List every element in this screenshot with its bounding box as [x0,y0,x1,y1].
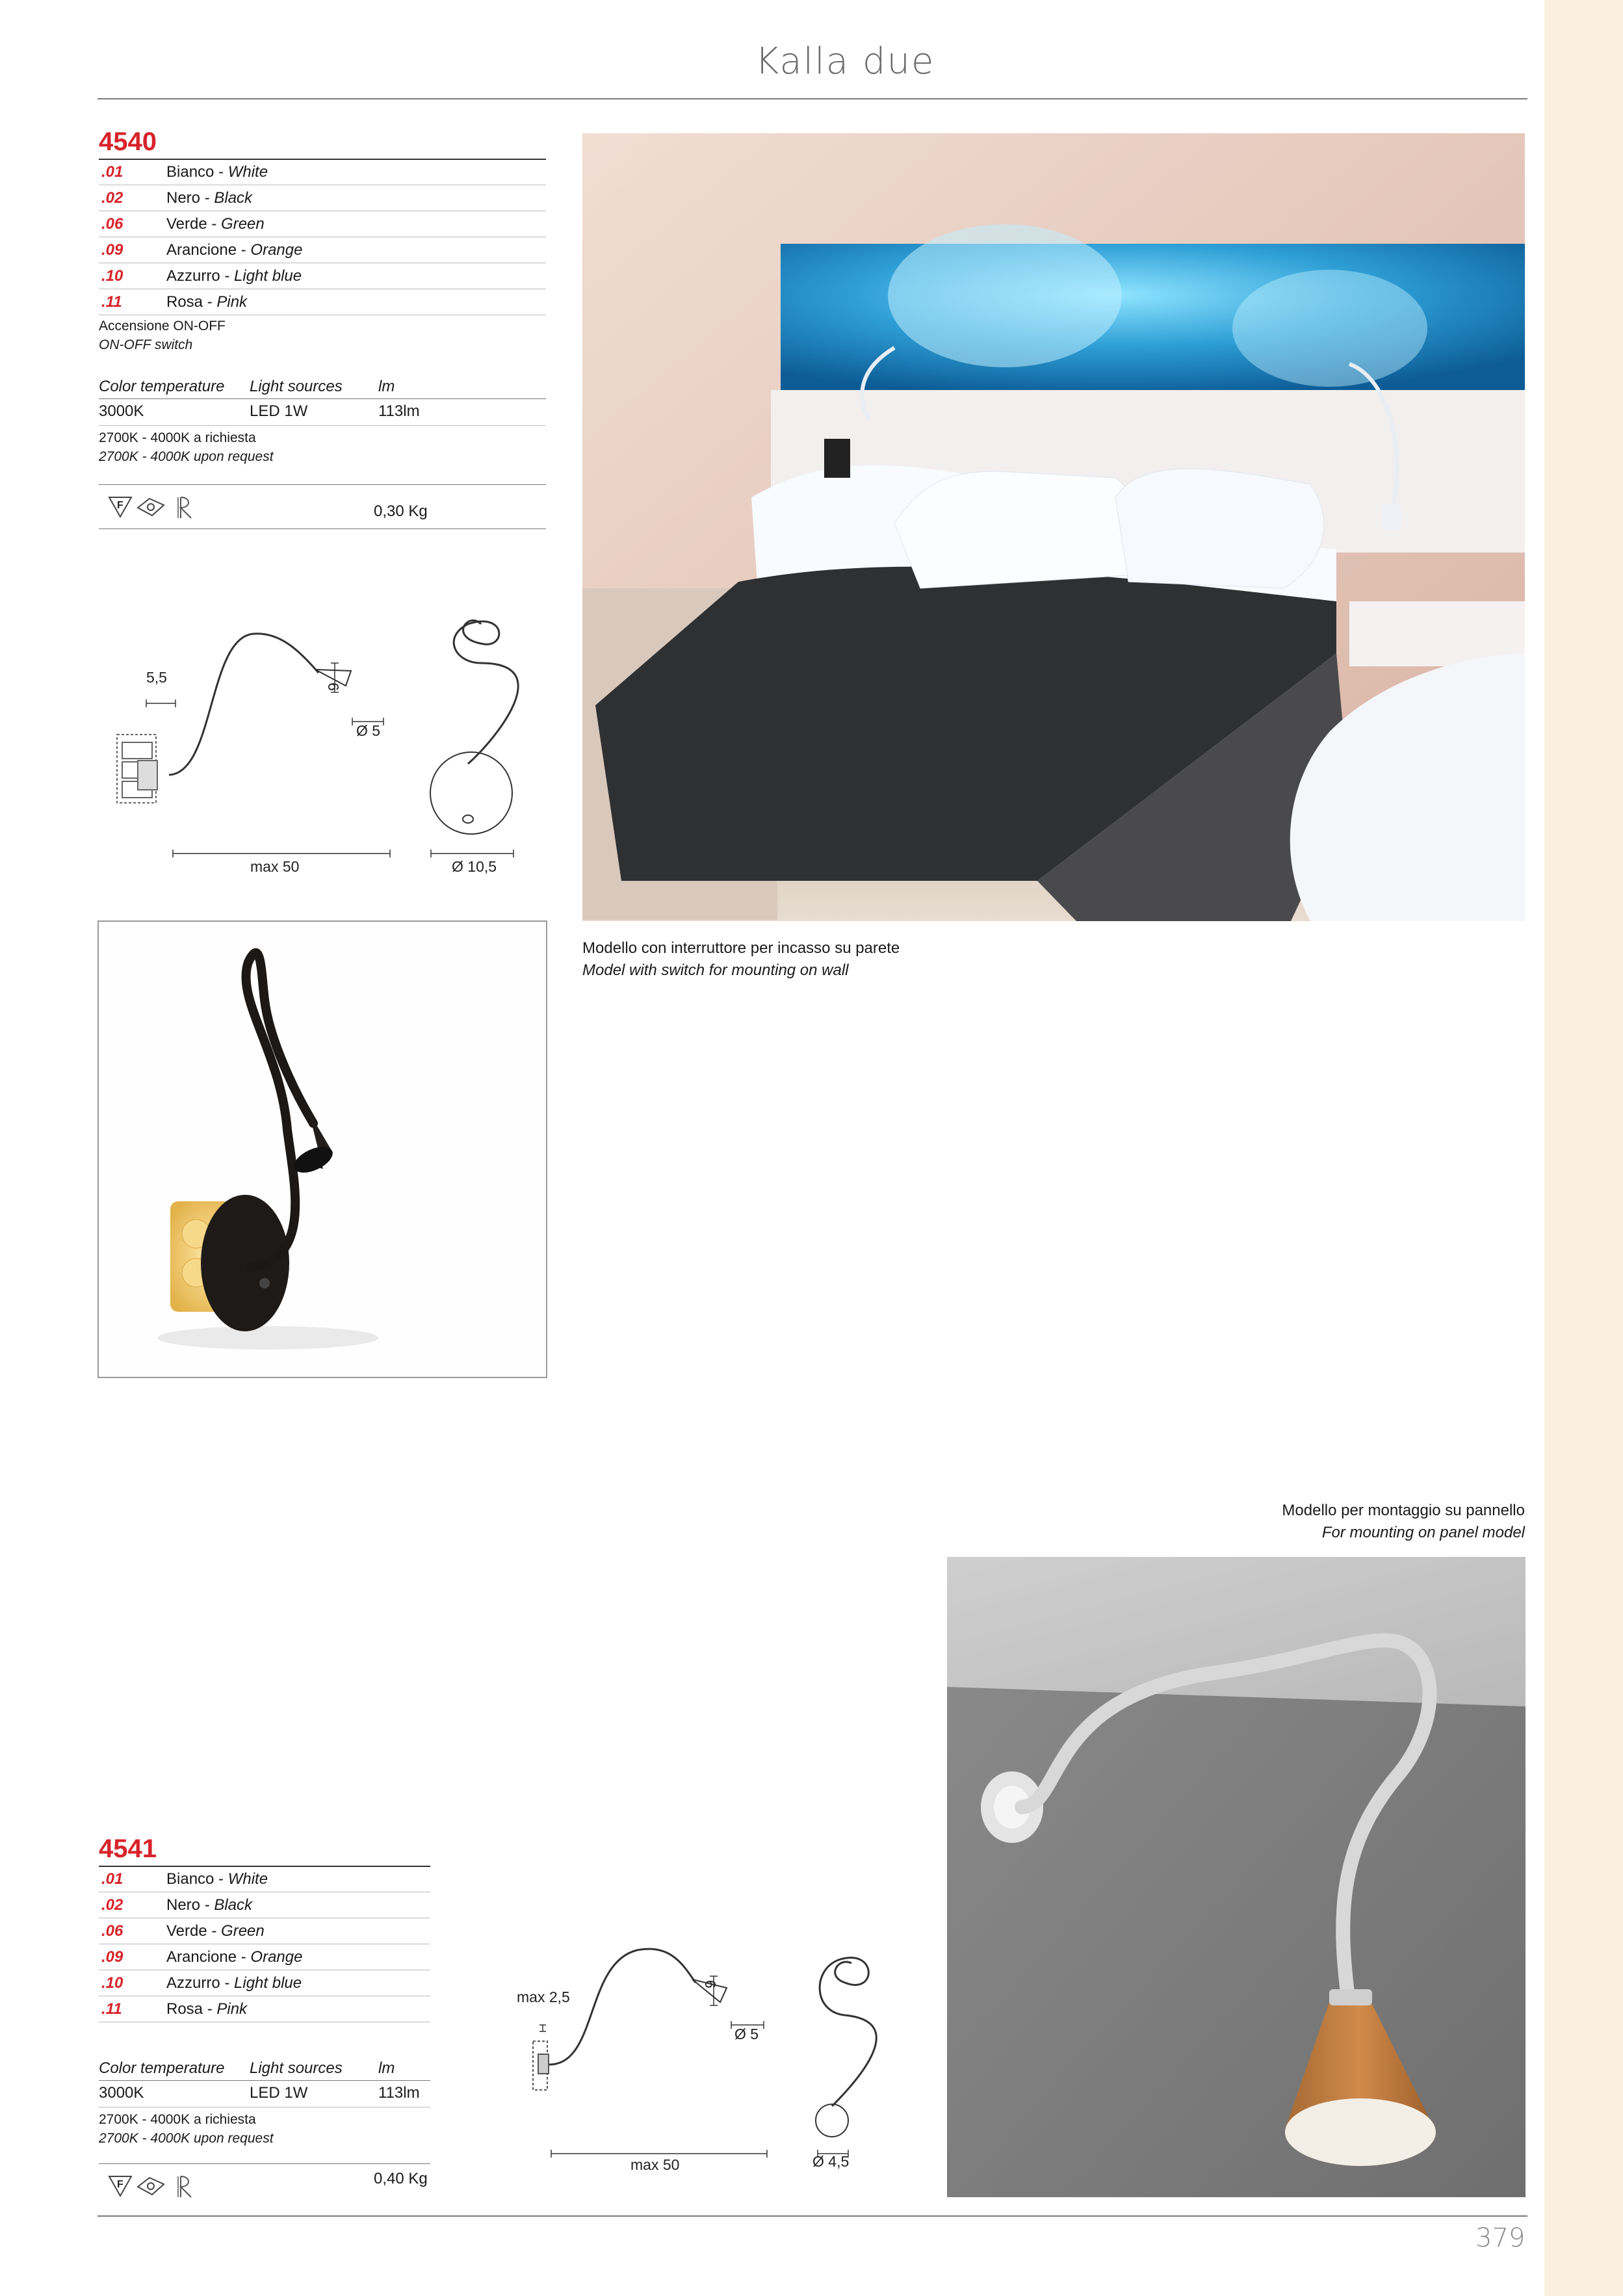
color-code: .10 [101,267,123,285]
weight: 0,40 Kg [374,2170,428,2187]
dimension-lines [146,663,513,857]
color-name-en: Green [221,215,265,233]
color-code: .01 [101,163,123,181]
pillow-left [894,471,1139,588]
panel-mount-drawing [533,2041,549,2090]
panel-ceiling [947,1557,1526,1706]
cert-rule [99,2163,430,2164]
cell-temperature: 3000K [99,402,144,420]
wall-box-drawing [117,735,157,803]
caption-wall-en: Model with switch for mounting on wall [582,961,849,979]
certification-icons [104,491,208,523]
dim-length: max 50 [250,858,300,875]
color-row [99,212,546,237]
color-row [99,186,546,211]
header-rule [97,98,1527,99]
cert-rule [99,484,546,485]
color-name-it: Azzurro [166,1974,220,1992]
pillow-right [1115,469,1324,588]
color-name-it: Arancione [166,1948,237,1966]
separator: - [220,1974,235,1992]
caption-panel-en: For mounting on panel model [1321,1524,1525,1541]
color-code: .11 [101,2000,122,2018]
color-row [99,264,546,289]
technical-drawing-4540 [104,598,546,884]
dim-length: max 50 [630,2156,680,2173]
color-row [99,1997,430,2022]
separator: - [203,2000,217,2018]
color-name-en: Black [214,189,253,207]
side-band [1544,0,1623,2296]
cell-source: LED 1W [250,402,308,420]
product-code-4540: 4540 [99,127,157,156]
separator: - [203,293,217,311]
color-row [99,1893,430,1918]
front-view-drawing [430,620,518,834]
color-name-it: Rosa [166,293,203,311]
color-code: .02 [101,189,123,207]
request-note-en: 2700K - 4000K upon request [99,2131,274,2146]
color-name-it: Arancione [166,241,237,259]
color-code: .09 [101,241,123,259]
separator: - [237,241,251,259]
front-view-drawing [816,1958,876,2137]
color-name-en: Pink [216,2000,248,2018]
color-code: .09 [101,1948,123,1966]
separator: - [207,215,222,233]
caption-wall-it: Modello con interruttore per incasso su parete [582,939,900,957]
color-name-en: White [227,1870,268,1888]
separator: - [214,163,228,181]
separator: - [207,1922,222,1940]
dim-depth: max 2,5 [517,1989,570,2005]
separator: - [237,1948,251,1966]
request-note-it: 2700K - 4000K a richiesta [99,2112,256,2127]
spec-table [99,375,546,427]
footer-rule [97,2215,1527,2217]
bedroom-photo [582,133,1525,921]
product-photo-black [97,920,547,1378]
color-name-en: Green [221,1922,265,1940]
dim-plate: Ø 4,5 [812,2153,850,2170]
cell-temperature: 3000K [99,2084,144,2102]
dim-depth: 5,5 [146,669,167,686]
col-lm: lm [378,378,395,395]
color-name-it: Nero [166,1896,201,1914]
page-title: Kalla due [755,40,935,83]
color-name-it: Azzurro [166,267,220,285]
separator: - [214,1870,228,1888]
panel-lamp-photo [947,1557,1526,2197]
color-name-it: Bianco [166,163,214,181]
color-name-it: Bianco [166,1870,214,1888]
lamp-diffuser [1285,2098,1436,2166]
dim-cone: Ø 5 [734,2026,759,2042]
table-rule [99,2080,430,2081]
dimension-lines [539,1976,848,2158]
light-glow-left [888,224,1122,367]
color-code: .06 [101,1922,123,1940]
color-name-en: Black [214,1896,253,1914]
col-light-sources: Light sources [250,378,343,395]
f-mark-icon [109,2176,131,2196]
f-mark-icon [109,497,131,517]
color-row [99,238,546,263]
led-r-icon [178,2176,191,2197]
switch-text-it: Accensione ON-OFF [99,319,226,333]
install-box-icon [138,499,164,515]
separator: - [200,189,214,207]
color-name-en: Light blue [234,267,302,285]
color-code: .11 [101,293,122,311]
spec-table [99,2057,430,2109]
certification-icons [104,2170,208,2202]
shadow [157,1326,378,1350]
color-name-en: White [227,163,268,181]
color-name-it: Verde [166,1922,207,1940]
color-code: .02 [101,1896,123,1914]
cell-lumen: 113lm [378,2084,420,2102]
cell-lumen: 113lm [378,402,420,420]
table-rule [99,398,546,399]
f-mark-label: F [117,2179,123,2190]
color-name-en: Orange [250,241,303,259]
dim-height: 6 [702,1980,719,1989]
color-row [99,1945,430,1970]
table-rule [99,425,546,426]
switch-knob [259,1278,270,1288]
flexible-arm-drawing [169,634,318,775]
product-code-4541: 4541 [99,1834,157,1863]
cell-source: LED 1W [250,2084,308,2102]
col-lm: lm [378,2059,395,2077]
color-name-it: Rosa [166,2000,203,2018]
light-glow-right [1232,270,1427,387]
page-number: 379 [1475,2223,1526,2253]
color-code: .01 [101,1870,123,1888]
color-row [99,160,546,185]
color-code: .06 [101,215,123,233]
col-color-temperature: Color temperature [99,2059,225,2077]
color-row [99,1867,430,1892]
color-list [99,160,546,316]
color-row [99,290,546,315]
color-name-en: Pink [216,293,248,311]
dim-cone: Ø 5 [356,722,381,739]
weight: 0,30 Kg [374,502,428,520]
color-list [99,1867,430,2023]
caption-panel-it: Modello per montaggio su pannello [1282,1502,1525,1519]
col-color-temperature: Color temperature [99,378,225,395]
f-mark-label: F [117,500,123,511]
technical-drawing-4541 [507,1918,923,2178]
cert-rule [99,528,546,529]
switch-text-en: ON-OFF switch [99,337,193,352]
led-r-icon [178,497,191,518]
color-name-en: Light blue [234,1974,302,1992]
color-name-it: Nero [166,189,201,207]
dim-plate: Ø 10,5 [452,858,497,875]
install-box-icon [138,2178,164,2195]
flexible-arm-drawing [549,1949,695,2065]
color-name-en: Orange [250,1948,303,1966]
col-light-sources: Light sources [250,2059,343,2077]
color-row [99,1971,430,1996]
separator: - [200,1896,214,1914]
separator: - [220,267,235,285]
request-note-en: 2700K - 4000K upon request [99,449,274,464]
color-row [99,1919,430,1944]
color-name-it: Verde [166,215,207,233]
dim-height: 6 [325,683,342,691]
request-note-it: 2700K - 4000K a richiesta [99,430,256,445]
color-code: .10 [101,1974,123,1992]
